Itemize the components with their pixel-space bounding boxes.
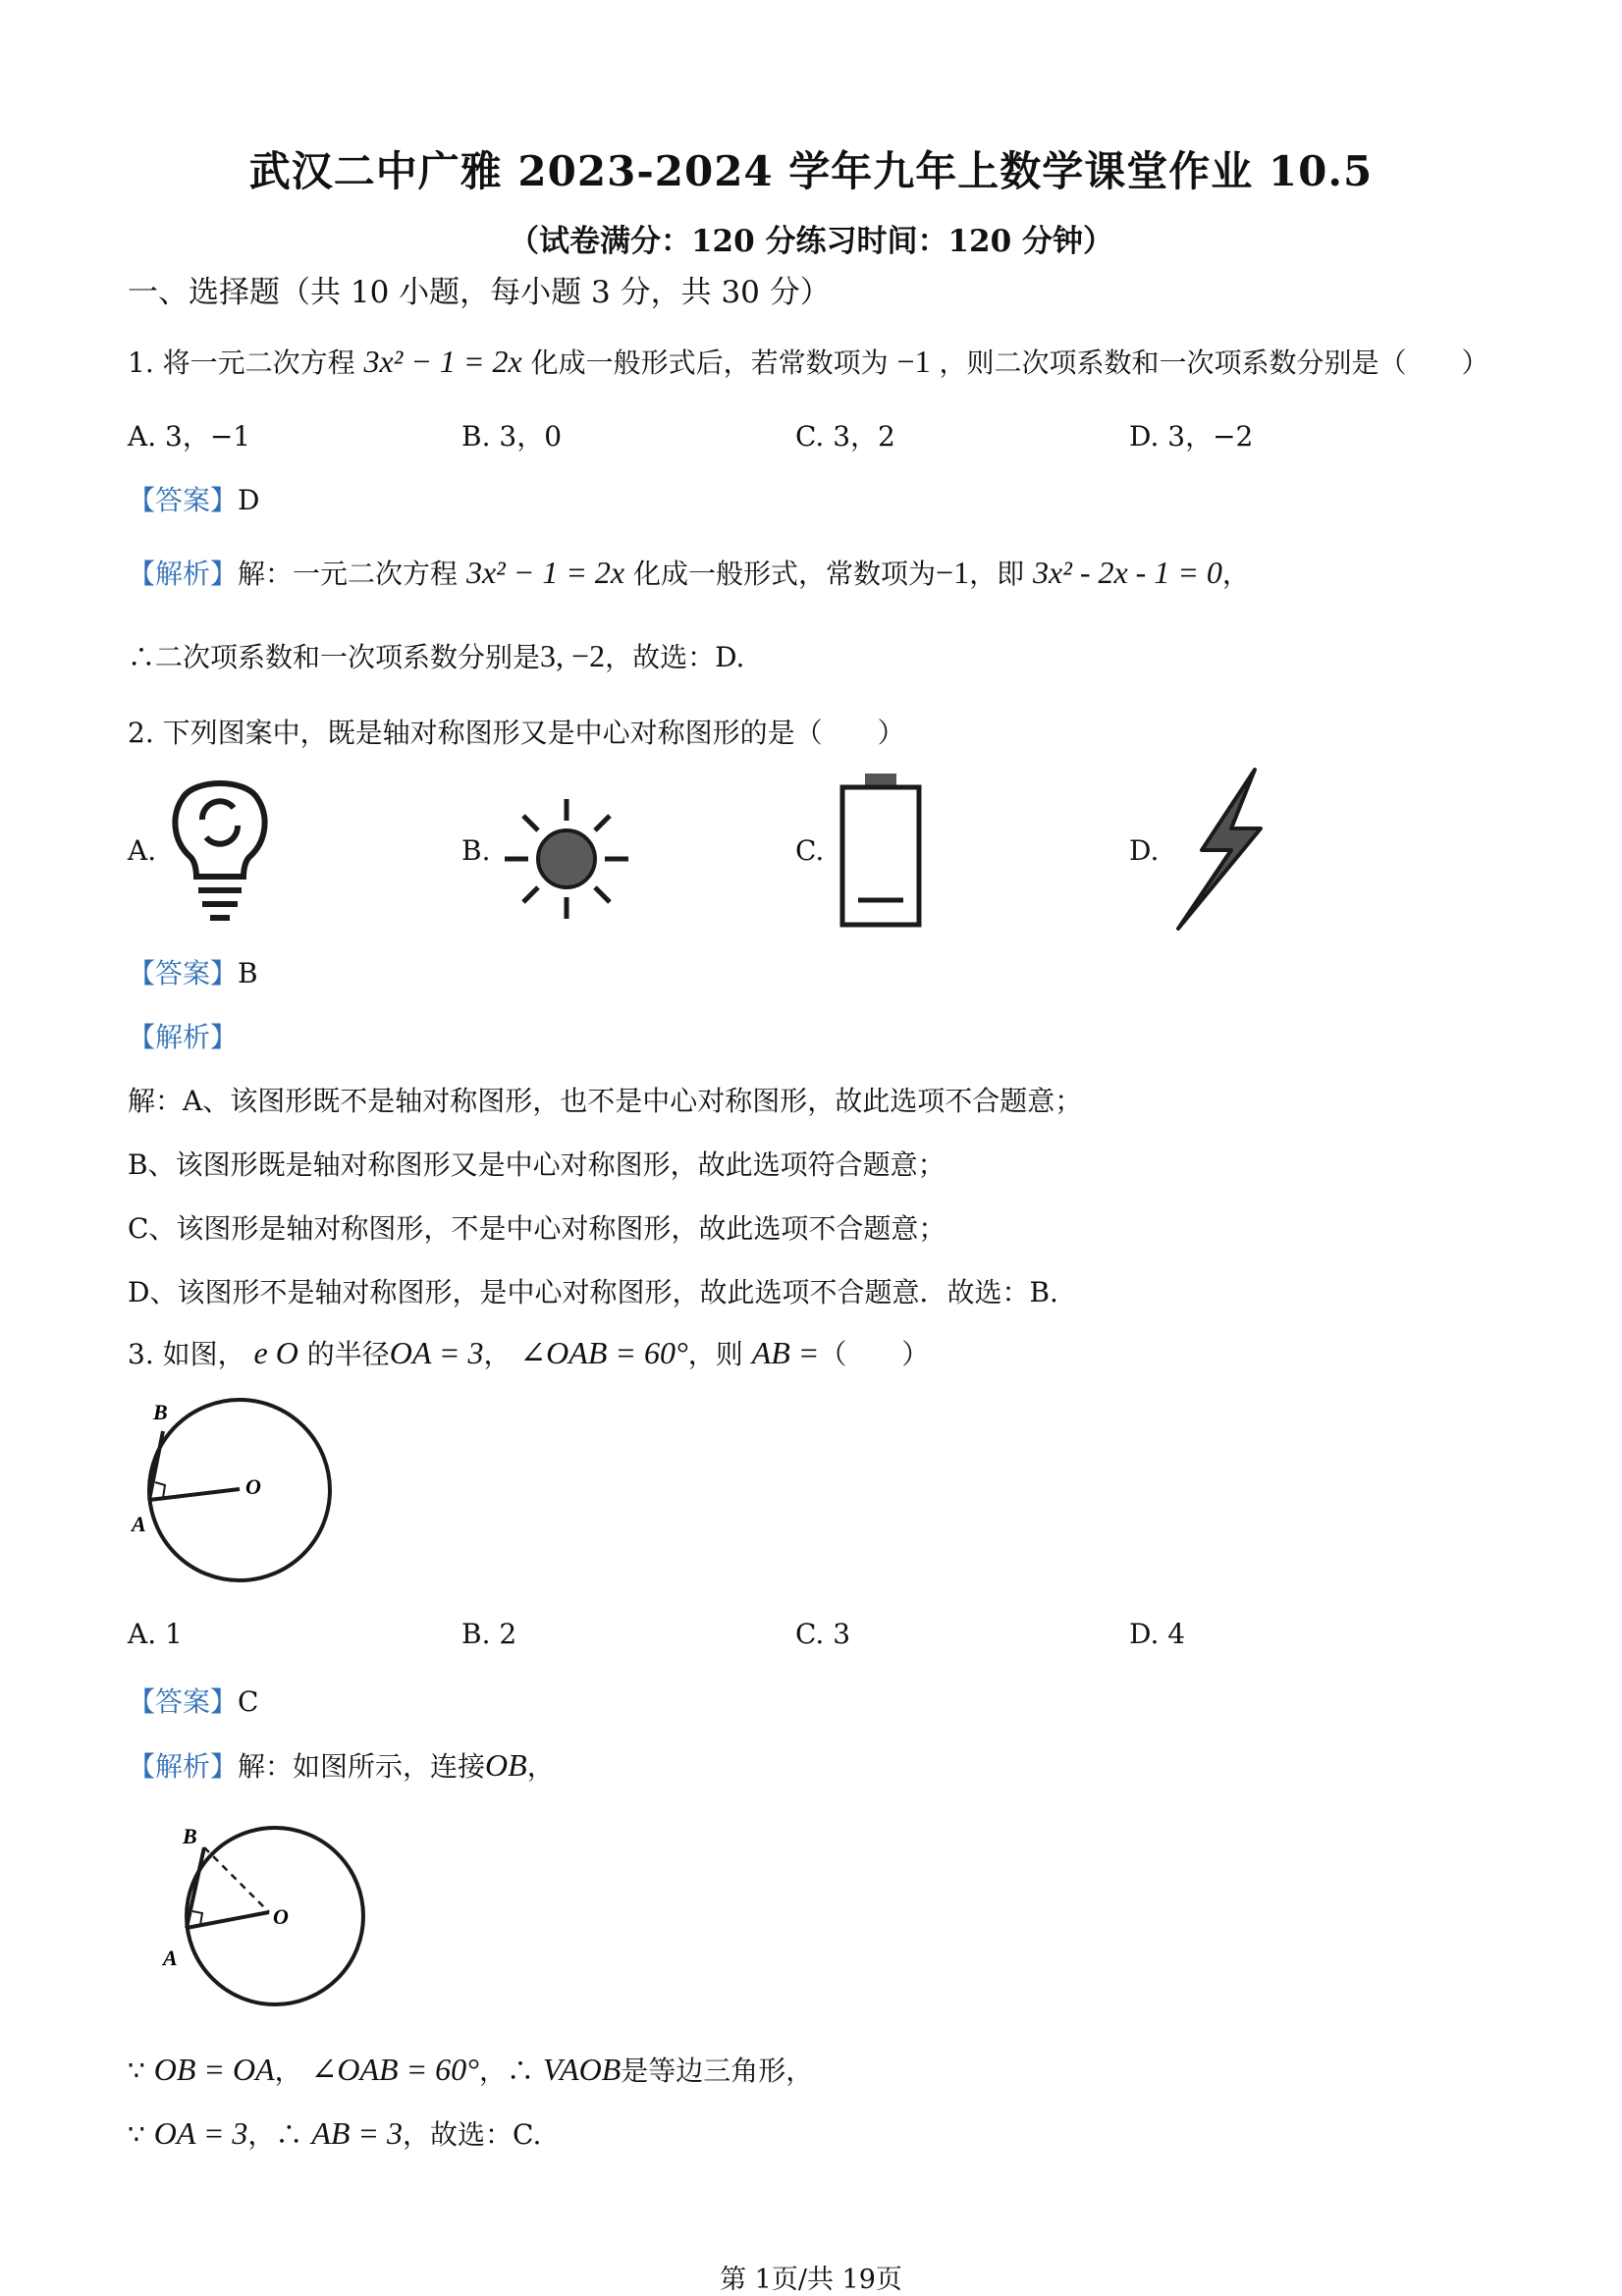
- analysis-text: ∵: [128, 2055, 145, 2087]
- analysis-text: ，: [1221, 558, 1250, 590]
- option-c: C. 3，2: [795, 420, 895, 453]
- option-b: B. 3，0: [461, 420, 563, 453]
- option-d: D.: [1129, 834, 1160, 867]
- answer-tag: 【答案】: [128, 1685, 239, 1718]
- analysis-line: C、该图形是轴对称图形，不是中心对称图形，故此选项不合题意；: [128, 1212, 946, 1245]
- analysis-line: B、该图形既是轴对称图形又是中心对称图形，故此选项符合题意；: [128, 1148, 946, 1181]
- answer-line: [128, 952, 258, 991]
- question-text: 的半径: [306, 1338, 390, 1370]
- equation: ∠OAB = 60°: [310, 2052, 479, 2087]
- analysis-line: [128, 636, 744, 675]
- question-2: 2. 下列图案中，既是轴对称图形又是中心对称图形的是（ ）: [128, 717, 905, 749]
- question-text: 3. 如图，: [128, 1338, 245, 1370]
- option-a: A.: [128, 834, 157, 867]
- option-c: C.: [795, 834, 825, 867]
- lightning-icon: [1170, 766, 1269, 933]
- option-d: D. 4: [1129, 1618, 1186, 1650]
- analysis-line: [128, 2050, 813, 2089]
- analysis-tag: 【解析】: [128, 558, 239, 590]
- page-title: 武汉二中广雅 2023-2024 学年九年上数学课堂作业 10.5: [248, 147, 1374, 195]
- triangle: VAOB: [542, 2052, 622, 2087]
- label-o: O: [245, 1474, 261, 1499]
- equation: OB = OA: [153, 2052, 275, 2087]
- target: AB =: [751, 1335, 820, 1370]
- condition: OA = 3: [389, 1335, 484, 1370]
- analysis-text: ，: [274, 2055, 302, 2087]
- equation: 3x² − 1 = 2x: [465, 555, 625, 590]
- circle-diagram-solution: [157, 1818, 368, 2014]
- analysis-text: ，∴: [478, 2055, 534, 2087]
- analysis-line: 解：A、该图形既不是轴对称图形，也不是中心对称图形，故此选项不合题意；: [128, 1085, 1083, 1117]
- answer-value: B: [238, 957, 258, 989]
- label-a: A: [132, 1512, 146, 1536]
- question-1: [128, 342, 1489, 381]
- analysis-line: [128, 2113, 541, 2153]
- analysis-text: 是等边三角形，: [621, 2055, 814, 2087]
- analysis-line: D、该图形不是轴对称图形，是中心对称图形，故此选项不合题意．故选：B.: [128, 1276, 1058, 1308]
- analysis-tag: 【解析】: [128, 1750, 239, 1783]
- analysis-line: [128, 1745, 555, 1785]
- coefficient-values: 3, −2: [540, 638, 606, 673]
- analysis-text: 解：如图所示，连接: [238, 1750, 486, 1783]
- question-text: 化成一般形式后，若常数项为: [530, 347, 889, 379]
- analysis-text: ，即: [969, 558, 1025, 590]
- condition: ∠OAB = 60°: [519, 1335, 688, 1370]
- answer-line: [128, 1681, 258, 1720]
- answer-tag: 【答案】: [128, 484, 239, 516]
- constant-value: −1: [896, 344, 931, 379]
- question-text: 1. 将一元二次方程: [128, 347, 355, 379]
- analysis-text: ，故选：C.: [403, 2118, 542, 2151]
- label-a: A: [163, 1946, 178, 1970]
- page-footer: 第 1页/共 19页: [720, 2265, 902, 2295]
- equation: 3x² - 2x - 1 = 0: [1033, 555, 1222, 590]
- analysis-text: ∴二次项系数和一次项系数分别是: [128, 641, 541, 673]
- answer-value: C: [238, 1685, 259, 1718]
- analysis-text: 解：一元二次方程: [238, 558, 459, 590]
- option-c: C. 3: [795, 1618, 851, 1650]
- label-b: B: [153, 1400, 168, 1424]
- answer-line: [128, 479, 259, 518]
- battery-icon: [837, 771, 925, 928]
- analysis-text: 化成一般形式，常数项为: [633, 558, 937, 590]
- question-text: ，: [483, 1338, 512, 1370]
- option-b: B. 2: [461, 1618, 517, 1650]
- question-text: （ ）: [819, 1338, 930, 1370]
- option-b: B.: [461, 834, 491, 867]
- question-3: [128, 1333, 929, 1372]
- answer-tag: 【答案】: [128, 957, 239, 989]
- analysis-tag: 【解析】: [128, 1021, 239, 1053]
- question-text: ，则二次项系数和一次项系数分别是（ ）: [939, 347, 1489, 379]
- analysis-text: ，∴: [247, 2118, 303, 2151]
- equation: AB = 3: [311, 2115, 404, 2151]
- label-b: B: [183, 1824, 197, 1848]
- constant-value: −1: [936, 555, 970, 590]
- answer-value: D: [238, 484, 260, 516]
- analysis-text: ∵: [128, 2118, 145, 2151]
- analysis-line: [128, 553, 1250, 592]
- lightbulb-icon: [169, 771, 272, 928]
- equation: OA = 3: [153, 2115, 248, 2151]
- segment-ob: OB: [485, 1747, 527, 1783]
- page-subtitle: （试卷满分：120 分练习时间：120 分钟）: [508, 224, 1113, 259]
- circle-symbol: e O: [253, 1335, 298, 1370]
- analysis-text: ，故选：D.: [605, 641, 745, 673]
- analysis-text: ，: [526, 1750, 555, 1783]
- equation: 3x² − 1 = 2x: [363, 344, 522, 379]
- question-text: ，则: [687, 1338, 743, 1370]
- option-a: A. 1: [128, 1618, 183, 1650]
- option-d: D. 3，−2: [1129, 420, 1254, 453]
- section-heading: 一、选择题（共 10 小题，每小题 3 分，共 30 分）: [128, 275, 831, 310]
- sun-icon: [503, 795, 630, 923]
- label-o: O: [273, 1904, 289, 1929]
- circle-diagram: [126, 1392, 342, 1588]
- option-a: A. 3，−1: [128, 420, 251, 453]
